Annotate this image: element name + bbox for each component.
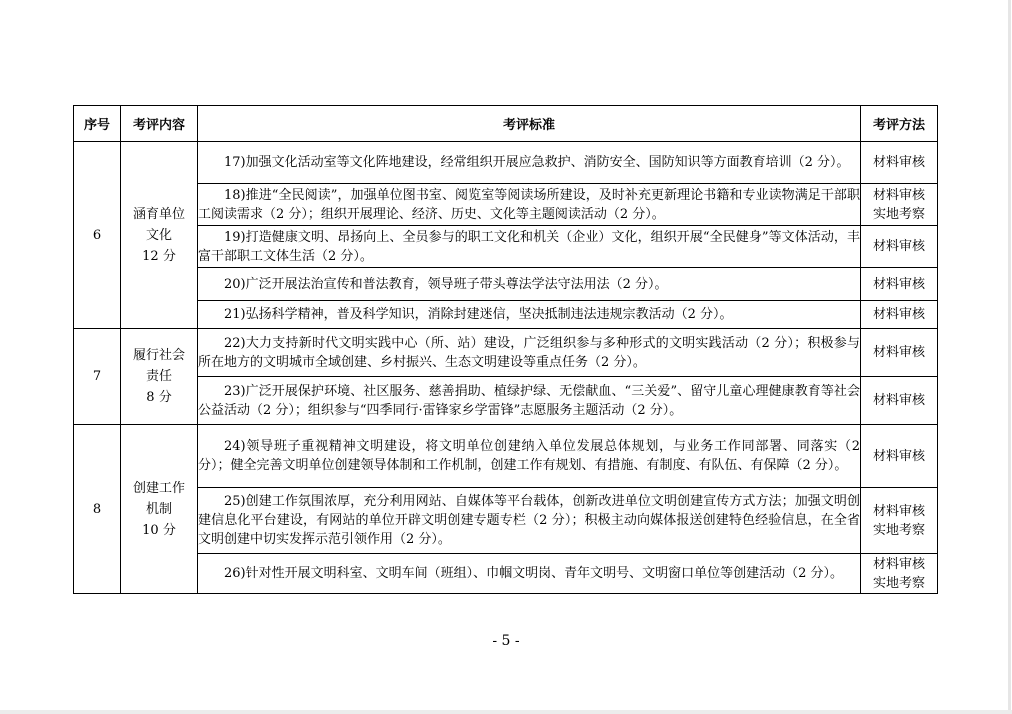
method-cell [861, 488, 938, 554]
evaluation-content [121, 425, 198, 594]
method-line: 材料审核 [872, 393, 925, 408]
method-line: 材料审核 [872, 556, 925, 572]
table-row [74, 301, 938, 329]
method-cell [861, 329, 938, 377]
serial-number: 6 [74, 142, 121, 329]
table-row [74, 377, 938, 425]
content-line: 创建工作 [132, 480, 185, 496]
criteria-text: 18)推进“全民阅读”，加强单位图书室、阅览室等阅读场所建设，及时补充更新理论书籍和专业读物满足干部职工阅读需求（2 分）；组织开展理论、经济、历史、文化等主题阅读活动（2 分）。 [198, 184, 861, 226]
content-line: 责任 [145, 369, 172, 384]
content-line: 履行社会 [132, 348, 185, 363]
serial-number: 7 [74, 329, 121, 425]
evaluation-content [121, 142, 198, 329]
serial-number: 8 [74, 425, 121, 594]
header-method: 考评方法 [861, 106, 938, 142]
page-number: - 5 - [492, 633, 520, 649]
table-row [74, 142, 938, 184]
method-line: 材料审核 [872, 187, 925, 203]
table-row [74, 488, 938, 554]
method-line: 实地考察 [872, 522, 925, 538]
method-line: 材料审核 [872, 307, 925, 322]
table-row [74, 268, 938, 301]
criteria-text: 20)广泛开展法治宣传和普法教育，领导班子带头尊法学法守法用法（2 分）。 [198, 268, 861, 301]
content-line: 文化 [145, 227, 172, 243]
criteria-text: 25)创建工作氛围浓厚，充分利用网站、自媒体等平台载体，创新改进单位文明创建宣传方式方法；加强文明创建信息化平台建设，有网站的单位开辟文明创建专题专栏（2 分）；积极主动向媒体报送创建特色经验信息，在全省文明创建中切实发挥示范引领作用（2 分）。 [198, 488, 861, 554]
method-cell [861, 268, 938, 301]
content-line: 8 分 [146, 390, 172, 405]
method-cell [861, 226, 938, 268]
criteria-text: 21)弘扬科学精神，普及科学知识，消除封建迷信，坚决抵制违法违规宗教活动（2 分）。 [198, 301, 861, 329]
header-criteria: 考评标准 [198, 106, 861, 142]
criteria-text: 26)针对性开展文明科室、文明车间（班组）、巾帼文明岗、青年文明号、文明窗口单位等创建活动（2 分）。 [198, 554, 861, 594]
criteria-text: 24)领导班子重视精神文明建设，将文明单位创建纳入单位发展总体规划，与业务工作同部署、同落实（2 分）；健全完善文明单位创建领导体制和工作机制，创建工作有规划、有措施、有制度、有队伍、有保障（2 分）。 [198, 425, 861, 488]
content-line: 10 分 [142, 522, 176, 538]
method-cell [861, 377, 938, 425]
method-cell [861, 142, 938, 184]
table-row [74, 329, 938, 377]
criteria-text: 17)加强文化活动室等文化阵地建设，经常组织开展应急救护、消防安全、国防知识等方面教育培训（2 分）。 [198, 142, 861, 184]
method-cell [861, 301, 938, 329]
header-content: 考评内容 [121, 106, 198, 142]
page-edge-right [1008, 0, 1011, 714]
method-line: 材料审核 [872, 239, 925, 254]
content-line: 涵育单位 [132, 206, 185, 222]
table-row [74, 554, 938, 594]
header-row [74, 106, 938, 142]
table-row [74, 184, 938, 226]
content-line: 机制 [145, 501, 172, 517]
method-line: 材料审核 [872, 155, 925, 170]
content-line: 12 分 [142, 248, 176, 264]
method-line: 材料审核 [872, 448, 925, 464]
table-row [74, 226, 938, 268]
method-cell [861, 425, 938, 488]
method-line: 实地考察 [872, 575, 925, 591]
method-line: 材料审核 [872, 345, 925, 360]
criteria-text: 19)打造健康文明、昂扬向上、全员参与的职工文化和机关（企业）文化，组织开展“全民健身”等文体活动，丰富干部职工文体生活（2 分）。 [198, 226, 861, 268]
method-line: 实地考察 [872, 206, 925, 222]
criteria-text: 23)广泛开展保护环境、社区服务、慈善捐助、植绿护绿、无偿献血、“三关爱”、留守儿童心理健康教育等社会公益活动（2 分）；组织参与“四季同行·雷锋家乡学雷锋”志愿服务主题活动（2 分）。 [198, 377, 861, 425]
method-cell [861, 554, 938, 594]
method-line: 材料审核 [872, 276, 925, 292]
page-edge-bottom [0, 710, 1012, 714]
evaluation-content [121, 329, 198, 425]
evaluation-table [73, 105, 938, 594]
table-row [74, 425, 938, 488]
method-cell [861, 184, 938, 226]
method-line: 材料审核 [872, 503, 925, 519]
header-serial: 序号 [74, 106, 121, 142]
criteria-text: 22)大力支持新时代文明实践中心（所、站）建设，广泛组织参与多种形式的文明实践活动（2 分）；积极参与所在地方的文明城市全域创建、乡村振兴、生态文明建设等重点任务（2 分）。 [198, 329, 861, 377]
